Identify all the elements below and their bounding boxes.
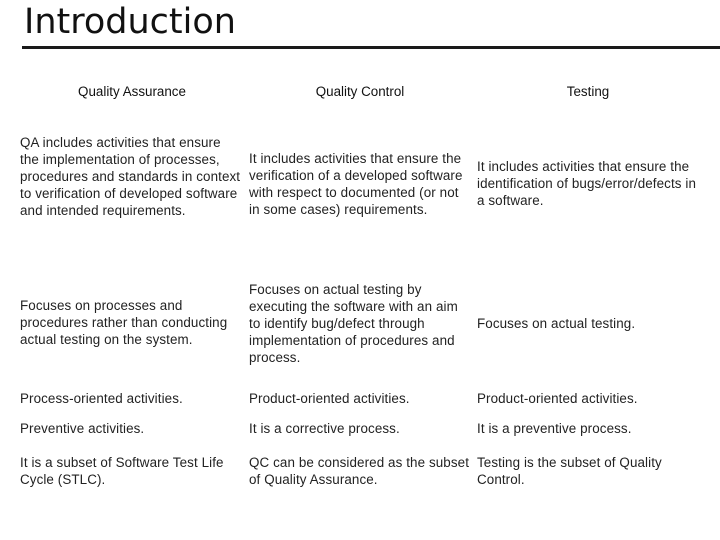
qc-nature: It is a corrective process. (249, 421, 400, 436)
testing-orientation: Product-oriented activities. (477, 391, 638, 406)
testing-subset: Testing is the subset of Quality Control. (477, 455, 662, 487)
qa-definition: QA includes activities that ensure the implementation of processes, procedures and standards in context to verification of developed software and intended requirements. (20, 135, 241, 218)
qc-orientation: Product-oriented activities. (249, 391, 410, 406)
qc-subset: QC can be considered as the subset of Quality Assurance. (249, 455, 470, 487)
qc-definition: It includes activities that ensure the verification of a developed software with respect to documented (or not in some cases) requirements. (249, 151, 463, 217)
qa-subset: It is a subset of Software Test Life Cycle (STLC). (20, 455, 224, 487)
qa-focus: Focuses on processes and procedures rather than conducting actual testing on the system. (20, 298, 228, 347)
testing-focus: Focuses on actual testing. (477, 316, 636, 331)
testing-definition: It includes activities that ensure the identification of bugs/error/defects in a software. (477, 159, 697, 208)
qc-focus: Focuses on actual testing by executing the software with an aim to identify bug/defect through implementation of procedures and process. (249, 282, 458, 365)
testing-nature: It is a preventive process. (477, 421, 632, 436)
qa-nature: Preventive activities. (20, 421, 145, 436)
qa-orientation: Process-oriented activities. (20, 391, 183, 406)
header-testing: Testing (566, 84, 610, 99)
slide-title: Introduction (24, 2, 236, 42)
title-underline (22, 46, 720, 49)
header-quality-control: Quality Control (315, 84, 405, 99)
header-quality-assurance: Quality Assurance (78, 84, 186, 99)
